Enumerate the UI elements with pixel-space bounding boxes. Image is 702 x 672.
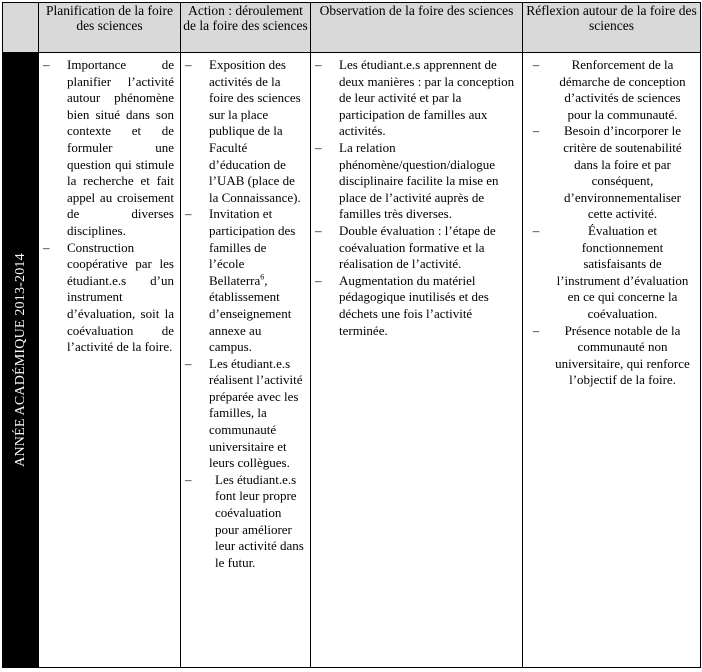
- bullet-dash: –: [532, 222, 540, 238]
- bullet-dash: –: [532, 123, 540, 139]
- bullet-dash: –: [315, 57, 322, 72]
- list-item: – Construction coopérative par les étudiant.e.s d’un instrument d’évaluation, soit la coévaluation de l’activité de la foire.: [43, 239, 174, 355]
- list-item: – Présence notable de la communauté non universitaire, qui renforce l’objectif de la foire.: [527, 323, 694, 389]
- list-item: – Les étudiant.e.s font leur propre coévaluation pour améliorer leur activité dans le futur.: [185, 471, 304, 570]
- bullet-dash: –: [43, 239, 50, 255]
- corner-cell: [3, 3, 39, 53]
- footnote-marker: 6: [260, 272, 265, 282]
- list-item: – Exposition des activités de la foire des sciences sur la place publique de la Faculté d’éducation de l’UAB (place de la Connaissance).: [185, 57, 301, 205]
- bullet-dash: –: [532, 57, 540, 72]
- list-item: – Double évaluation : l’étape de coévaluation formative et la réalisation de l’activité.: [315, 222, 496, 272]
- action-list: [181, 53, 310, 573]
- list-item: – Importance de planifier l’activité autour phénomène bien situé dans son contexte et de formuler une question qui stimule la recherche et fait appel au croisement de diverses disciplines.: [43, 57, 174, 238]
- list-item: – Besoin d’incorporer le critère de soutenabilité dans la foire et par conséquent, d’environnementaliser cette activité.: [527, 123, 694, 223]
- list-item: – Les étudiant.e.s réalisent l’activité préparée avec les familles, la communauté universitaire et leurs collègues.: [185, 355, 303, 471]
- list-item: – Renforcement de la démarche de conception d’activités de sciences pour la communauté.: [527, 57, 694, 123]
- observation-list: [311, 53, 522, 341]
- header-row: [3, 3, 701, 53]
- bullet-dash: –: [315, 272, 322, 288]
- row-label: ANNÉE ACADÉMIQUE 2013-2014: [12, 253, 28, 467]
- header-reflexion: Réflexion autour de la foire des sciences: [523, 3, 701, 53]
- bullet-dash: –: [43, 57, 50, 72]
- body-row: [3, 53, 701, 668]
- bullet-dash: –: [315, 139, 322, 155]
- row-label-cell: [3, 53, 39, 668]
- list-item: – Invitation et participation des familles de l’école Bellaterra$^6$, établissement d’enseignement annexe au campus.: [185, 206, 296, 355]
- bullet-dash: –: [315, 222, 322, 238]
- reflexion-cell: [523, 53, 701, 668]
- action-cell: [181, 53, 311, 668]
- bullet-dash: –: [185, 206, 192, 222]
- planification-cell: [39, 53, 181, 668]
- list-item: – Les étudiant.e.s apprennent de deux manières : par la conception de leur activité et par la participation de familles aux activités.: [315, 57, 515, 139]
- observation-cell: [311, 53, 523, 668]
- list-item: – La relation phénomène/question/dialogue disciplinaire facilite la mise en place de l’activité auprès de familles très diverses.: [315, 139, 499, 222]
- list-item: – Évaluation et fonctionnement satisfaisants de l’instrument d’évaluation en ce qui concerne la coévaluation.: [527, 223, 694, 323]
- bullet-dash: –: [185, 57, 192, 72]
- reflection-table: [2, 2, 701, 668]
- reflexion-list: [523, 53, 700, 391]
- bullet-dash: –: [185, 355, 192, 371]
- header-planification: Planification de la foire des sciences: [39, 3, 181, 53]
- list-item: – Augmentation du matériel pédagogique inutilisés et des déchets une fois l’activité terminée.: [315, 272, 489, 338]
- planification-list: [39, 53, 180, 358]
- header-observation: Observation de la foire des sciences: [311, 3, 523, 53]
- header-action: Action : déroulement de la foire des sciences: [181, 3, 311, 53]
- bullet-dash: –: [185, 471, 192, 487]
- bullet-dash: –: [532, 322, 540, 338]
